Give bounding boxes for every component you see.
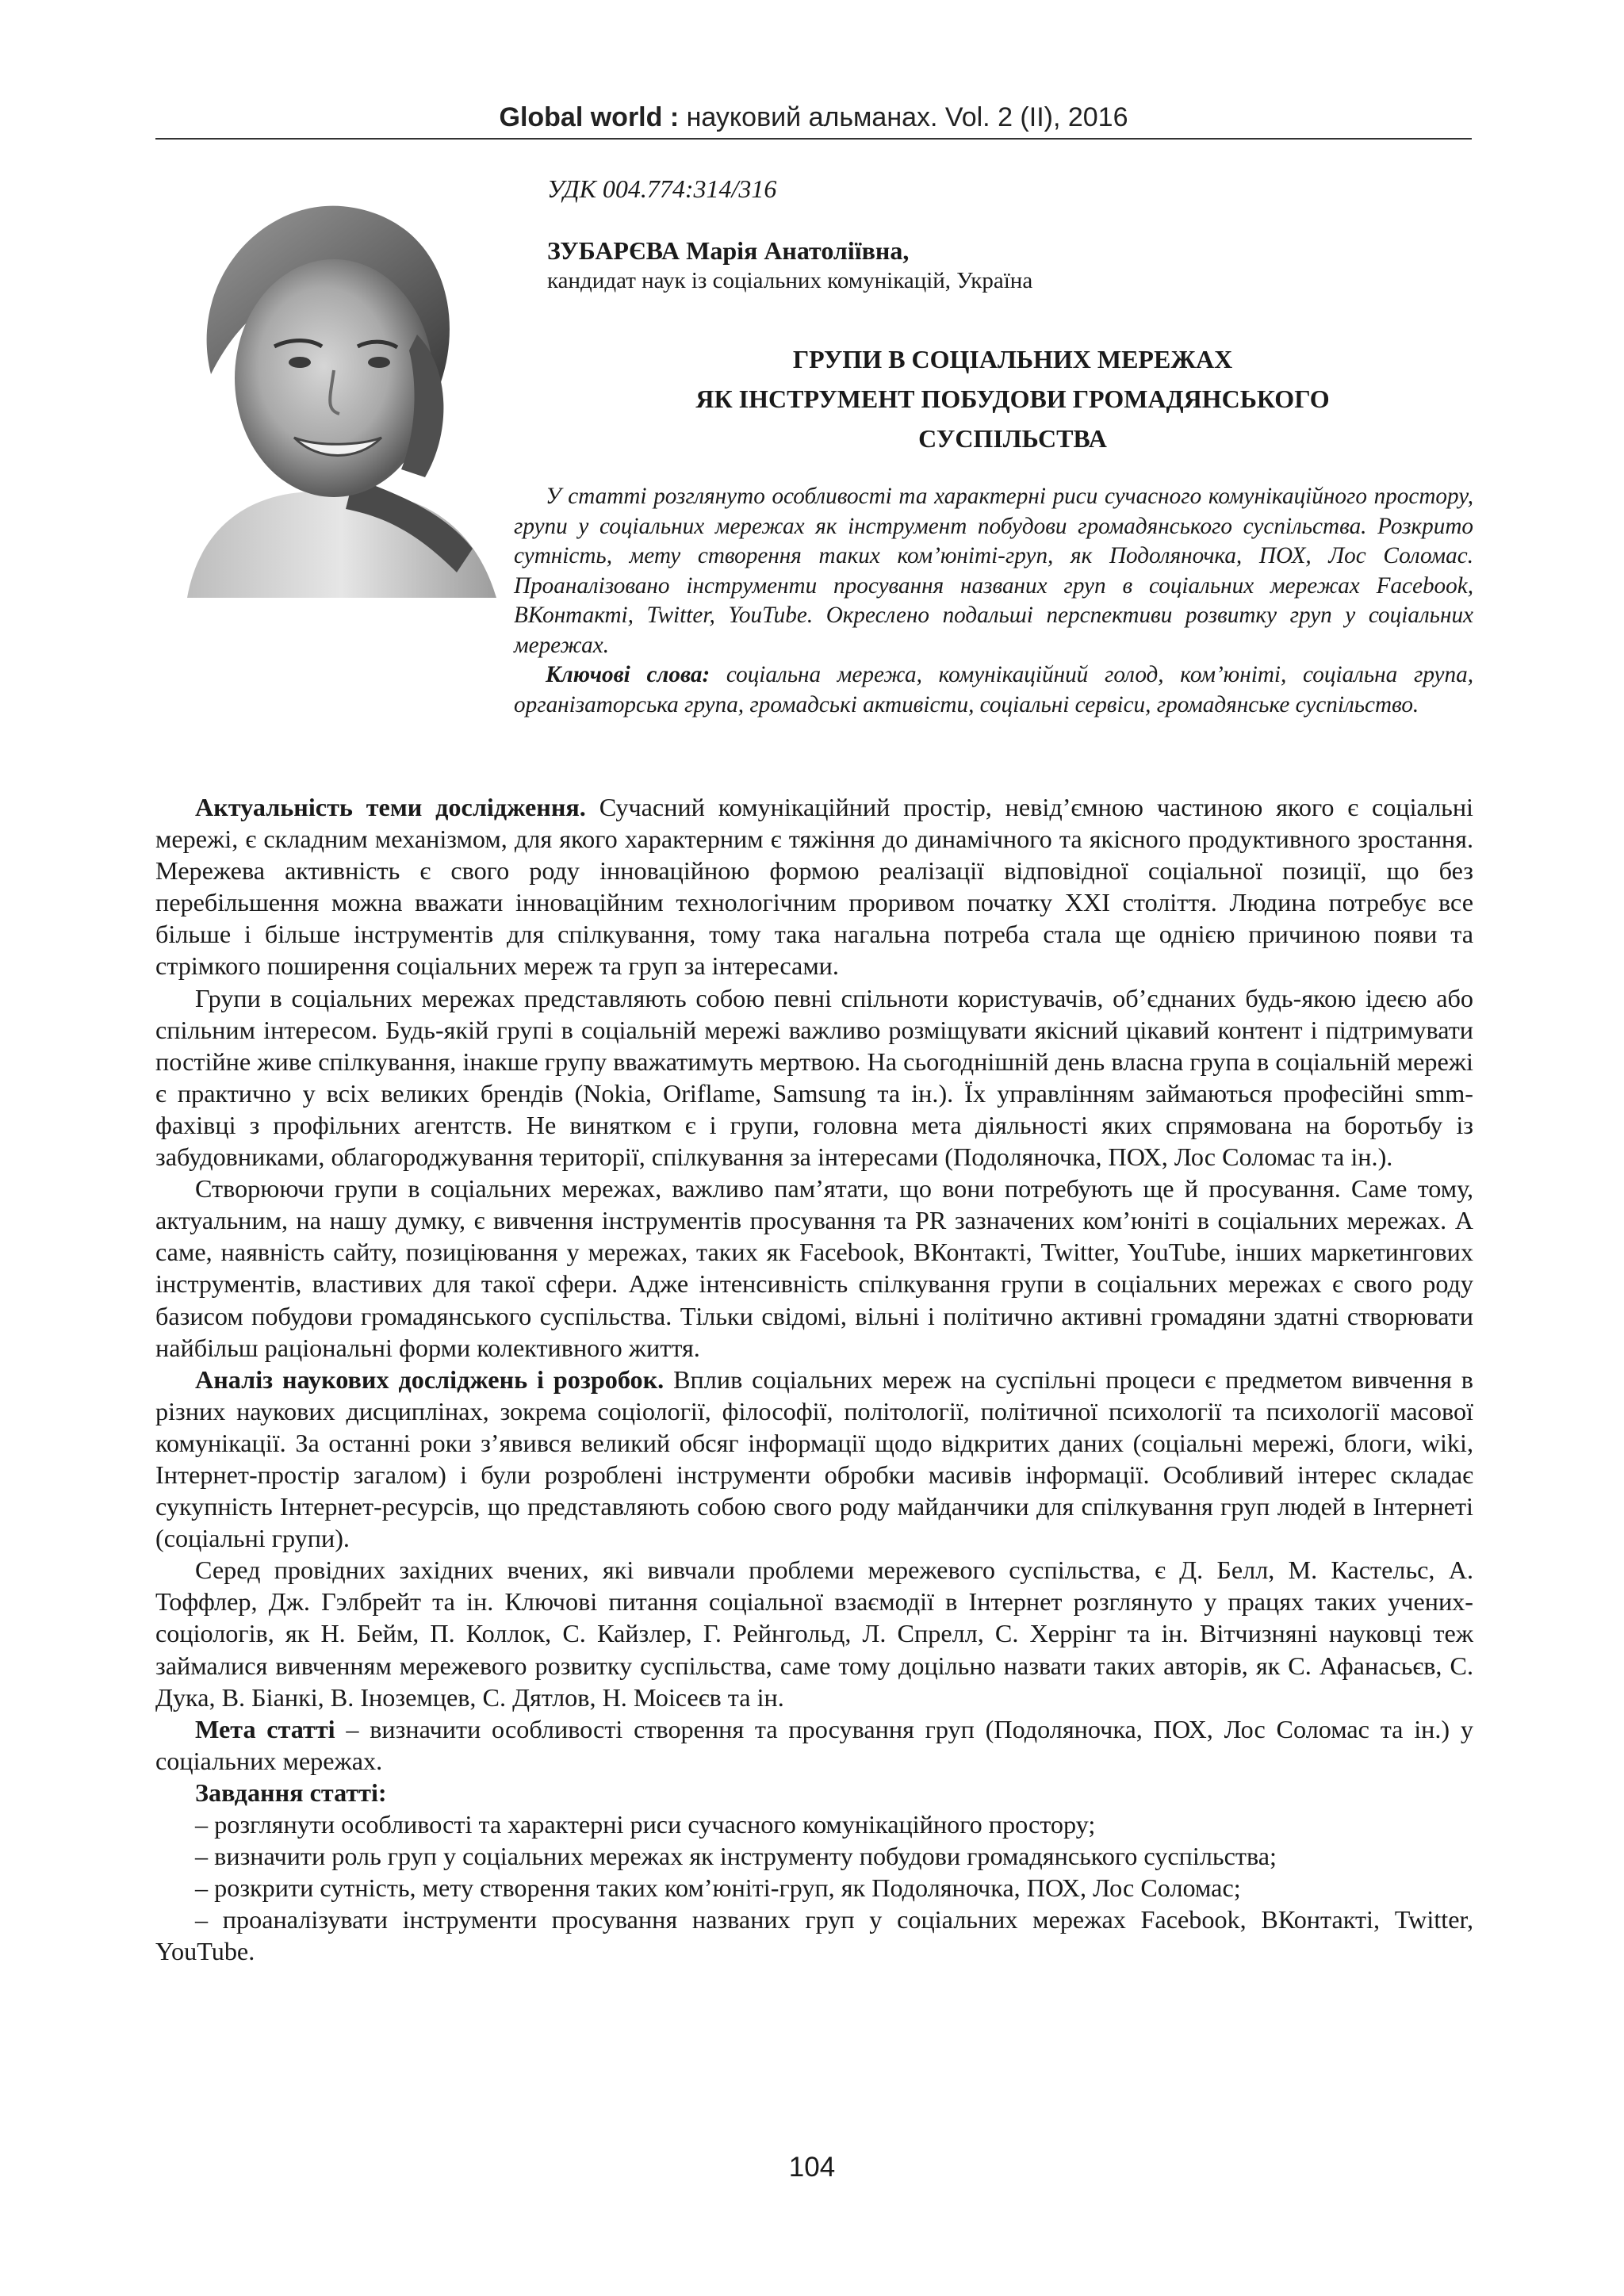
paragraph-promotion: Створюючи групи в соціальних мережах, важливо пам’ятати, що вони потребують ще й просування. Саме тому, актуальним, на нашу думку, є вивчення інструментів просування та PR зазначених ком’юніті в соціальних мережах. А саме, наявність сайту, позиціювання у мережах, таких як Facebook, ВКонтакті, Twitter, YouTube, інших маркетингових інструментів, властивих для такої сфери. Адже інтенсивність спілкування групи в соціальних мережах є свого роду базисом побудови громадянського суспільства. Тільки свідомі, вільні і політично активні громадяни здатні створювати найбільш раціональні форми колективного життя.	[155, 1174, 1473, 1362]
task-item: – проаналізувати інструменти просування названих груп у соціальних мережах Facebook, ВКонтакті, Twitter, YouTube.	[155, 1905, 1473, 1966]
header-divider	[155, 138, 1472, 140]
task-item: – розкрити сутність, мету створення таких ком’юніті-груп, як Подоляночка, ПОХ, Лос Соломас;	[195, 1873, 1241, 1903]
author-name-bold: ЗУБАРЄВА Марія Анатоліївна,	[547, 236, 910, 265]
goal-heading: Мета статті	[195, 1714, 335, 1743]
abstract-text: У статті розглянуто особливості та характерні риси сучасного комунікаційного простору, групи у соціальних мережах як інструмент побудови громадянського суспільства. Розкрито сутність, мету створення таких ком’юніті-груп, як Подоляночка, ПОХ, Лос Соломас. Проаналізовано інструменти просування названих груп в соціальних мережах Facebook, ВКонтакті, Twitter, YouTube. Окреслено подальші перспективи розвитку груп у соціальних мережах.	[514, 484, 1473, 658]
paragraph-analysis	[155, 1364, 1473, 1555]
paragraph-groups: Групи в соціальних мережах представляють собою певні спільноти користувачів, об’єднаних будь-якою ідеєю або спільним інтересом. Будь-якій групі в соціальній мережі важливо розміщувати якісний цікавий контент і підтримувати постійне живе спілкування, інакше групу вважатимуть мертвою. На сьогоднішній день власна група в соціальній мережі є практично у всіх великих брендів (Nokia, Oriflame, Samsung та ін.). Їх управлінням займаються професійні smm-фахівці з профільних агентств. Не винятком є і групи, головна мета діяльності яких спрямована на боротьбу із забудовниками, облагороджування території, спілкування за інтересами (Подоляночка, ПОХ, Лос Соломас та ін.).	[155, 983, 1473, 1172]
author-position: кандидат наук із соціальних комунікацій, Україна	[547, 268, 1033, 293]
analysis-heading: Аналіз наукових досліджень і розробок.	[195, 1364, 665, 1394]
article-title	[555, 339, 1470, 458]
keywords-label: Ключові слова:	[546, 662, 710, 687]
title-line-1: ГРУПИ В СОЦІАЛЬНИХ МЕРЕЖАХ	[792, 345, 1233, 373]
author-portrait-icon	[155, 176, 508, 598]
paragraph-goal	[155, 1713, 1473, 1777]
goal-text: – визначити особливості створення та просування груп (Подоляночка, ПОХ, Лос Соломас та ін.) у соціальних мережах.	[155, 1714, 1473, 1775]
task-item: – розглянути особливості та характерні риси сучасного комунікаційного простору;	[195, 1810, 1096, 1839]
journal-details: науковий альманах. Vol. 2 (II), 2016	[686, 102, 1128, 132]
paragraph-relevance	[155, 791, 1473, 982]
udc-code: УДК 004.774:314/316	[547, 174, 777, 203]
author-portrait	[155, 176, 508, 598]
task-item: – визначити роль груп у соціальних мережах як інструменту побудови громадянського суспільства;	[195, 1842, 1277, 1871]
keywords-text: соціальна мережа, комунікаційний голод, ком’юніті, соціальна група, організаторська група, громадські активісти, соціальні сервіси, громадянське суспільство.	[514, 662, 1473, 718]
page-number: 104	[788, 2152, 836, 2183]
title-line-2: ЯК ІНСТРУМЕНТ ПОБУДОВИ ГРОМАДЯНСЬКОГО	[695, 385, 1330, 413]
analysis-text: Вплив соціальних мереж на суспільні процеси є предметом вивчення в різних наукових дисциплінах, зокрема соціології, філософії, політології, політичної психології та психології масової комунікації. За останні роки з’явився великий обсяг інформації щодо відкритих даних (соціальні мережі, блоги, wiki, Інтернет-простір загалом) і були розроблені інструменти обробки масивів інформації. Особливий інтерес складає сукупність Інтернет-ресурсів, що представляють собою свого роду майданчики для спілкування груп людей в Інтернеті (соціальні групи).	[155, 1364, 1473, 1553]
keywords	[514, 660, 1473, 720]
tasks-label: Завдання статті:	[195, 1777, 387, 1807]
author-name	[547, 236, 909, 266]
abstract	[514, 482, 1473, 720]
title-line-3: СУСПІЛЬСТВА	[918, 424, 1107, 453]
relevance-heading: Актуальність теми дослідження.	[195, 793, 586, 821]
running-header	[155, 100, 1472, 135]
relevance-text: Сучасний комунікаційний простір, невід’ємною частиною якого є соціальні мережі, є складним механізмом, для якого характерним є тяжіння до динамічного та якісного продуктивного зростання. Мережева активність є свого роду інноваційною формою реалізації відповідної соціальної позиції, що без перебільшення можна вважати інноваційним технологічним проривом початку XXI століття. Людина потребує все більше і більше інструментів для спілкування, тому така нагальна потреба стала ще однією причиною появи та стрімкого поширення соціальних мереж та груп за інтересами.	[155, 793, 1473, 981]
journal-name: Global world :	[499, 102, 680, 132]
paragraph-scholars: Серед провідних західних вчених, які вивчали проблеми мережевого суспільства, є Д. Белл, М. Кастельс, А. Тоффлер, Дж. Гэлбрейт та ін. Ключові питання соціальної взаємодії в Інтернет розглянуто у працях таких учених-соціологів, як Н. Бейм, П. Коллок, С. Кайзлер, Г. Рейнгольд, Л. Спрелл, С. Херрінг та ін. Вітчизняні науковці теж займалися вивченням мережевого розвитку суспільства, саме тому доцільно назвати таких авторів, як С. Афанасьєв, С. Дука, В. Біанкі, В. Іноземцев, С. Дятлов, Н. Моісеєв та ін.	[155, 1556, 1473, 1712]
article-body	[155, 791, 1473, 1967]
tasks-heading	[155, 1777, 1473, 1808]
